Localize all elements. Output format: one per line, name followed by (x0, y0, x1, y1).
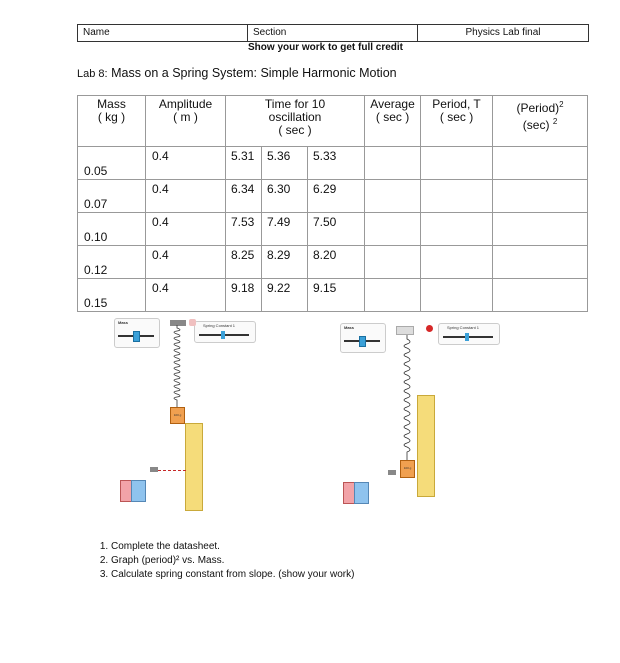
mystery-mass-blue[interactable] (131, 480, 146, 502)
cell-period-squared[interactable] (493, 147, 588, 180)
lab-title-text: Mass on a Spring System: Simple Harmonic Motion (111, 66, 397, 80)
cell-amplitude: 0.4 (146, 246, 226, 279)
reference-pointer[interactable] (150, 467, 158, 472)
course-cell (418, 25, 588, 41)
spring-constant-label: Spring Constant 1 (447, 325, 480, 330)
name-field[interactable] (78, 25, 248, 41)
instruction-item: 2. Graph (period)² vs. Mass. (111, 554, 354, 568)
ruler[interactable] (417, 395, 435, 497)
show-work-note: Show your work to get full credit (248, 42, 404, 53)
spring-coil (400, 335, 414, 465)
spring-constant-panel (438, 323, 500, 345)
simulation-left (110, 315, 270, 505)
instructions (96, 540, 354, 582)
lab-title (77, 66, 397, 80)
cell-average[interactable] (365, 213, 421, 246)
header-average: Average ( sec ) (365, 96, 421, 147)
cell-average[interactable] (365, 180, 421, 213)
cell-time-1: 8.25 (226, 246, 262, 279)
spring-slider-knob[interactable] (465, 333, 469, 341)
cell-mass: 0.12 (78, 246, 146, 279)
stop-button[interactable] (189, 319, 196, 326)
cell-mass: 0.10 (78, 213, 146, 246)
cell-time-2: 5.36 (262, 147, 308, 180)
mass-slider-knob[interactable] (133, 331, 140, 342)
table-header-row (78, 96, 588, 147)
instruction-item: 1. Complete the datasheet. (111, 540, 354, 554)
cell-period-squared[interactable] (493, 213, 588, 246)
cell-time-2: 6.30 (262, 180, 308, 213)
header-box (77, 24, 589, 42)
stop-button[interactable] (426, 325, 433, 332)
cell-period[interactable] (421, 213, 493, 246)
cell-time-3: 8.20 (308, 246, 365, 279)
lab-number: Lab 8: (77, 68, 108, 80)
cell-average[interactable] (365, 246, 421, 279)
spring-slider-knob[interactable] (221, 331, 225, 339)
table-row (78, 147, 588, 180)
cell-amplitude: 0.4 (146, 147, 226, 180)
cell-amplitude: 0.4 (146, 180, 226, 213)
mass-block[interactable] (170, 407, 185, 424)
mass-block-label: 100 g (173, 413, 182, 417)
header-amplitude: Amplitude ( m ) (146, 96, 226, 147)
cell-time-1: 5.31 (226, 147, 262, 180)
header-period: Period, T ( sec ) (421, 96, 493, 147)
cell-amplitude: 0.4 (146, 279, 226, 312)
cell-time-1: 7.53 (226, 213, 262, 246)
cell-amplitude: 0.4 (146, 213, 226, 246)
cell-time-3: 5.33 (308, 147, 365, 180)
cell-time-3: 6.29 (308, 180, 365, 213)
mass-control-panel (114, 318, 160, 348)
cell-period[interactable] (421, 180, 493, 213)
reference-line (158, 470, 186, 471)
cell-time-2: 8.29 (262, 246, 308, 279)
cell-average[interactable] (365, 279, 421, 312)
cell-period-squared[interactable] (493, 279, 588, 312)
spring-constant-label: Spring Constant 1 (203, 323, 236, 328)
header-time: Time for 10 oscillation ( sec ) (226, 96, 365, 147)
instruction-item: 3. Calculate spring constant from slope. (show your work) (111, 568, 354, 582)
cell-period[interactable] (421, 147, 493, 180)
cell-time-2: 9.22 (262, 279, 308, 312)
section-label: Section (253, 27, 287, 38)
spring-constant-panel (194, 321, 256, 343)
mass-control-label: Mass (344, 325, 355, 330)
reference-pointer[interactable] (388, 470, 396, 475)
mystery-mass-blue[interactable] (354, 482, 369, 504)
cell-period-squared[interactable] (493, 180, 588, 213)
cell-mass: 0.05 (78, 147, 146, 180)
spring-coil (170, 325, 184, 407)
cell-mass: 0.07 (78, 180, 146, 213)
cell-period[interactable] (421, 246, 493, 279)
header-period-squared: (Period)$^2$ (sec) $^2$ (493, 96, 588, 147)
datasheet-table (77, 95, 588, 312)
cell-time-1: 6.34 (226, 180, 262, 213)
cell-period-squared[interactable] (493, 246, 588, 279)
cell-time-3: 7.50 (308, 213, 365, 246)
simulation-right (336, 320, 506, 510)
cell-average[interactable] (365, 147, 421, 180)
course-label: Physics Lab final (465, 27, 541, 38)
cell-period[interactable] (421, 279, 493, 312)
cell-time-1: 9.18 (226, 279, 262, 312)
table-row (78, 213, 588, 246)
table-row (78, 246, 588, 279)
cell-mass: 0.15 (78, 279, 146, 312)
header-mass: Mass ( kg ) (78, 96, 146, 147)
mass-block-label: 100 g (403, 466, 412, 470)
ruler[interactable] (185, 423, 203, 511)
cell-time-2: 7.49 (262, 213, 308, 246)
section-field[interactable] (248, 25, 418, 41)
spring-holder (396, 326, 414, 335)
table-row (78, 180, 588, 213)
mass-block[interactable] (400, 460, 415, 478)
name-label: Name (83, 27, 110, 38)
mass-control-panel (340, 323, 386, 353)
mass-slider-knob[interactable] (359, 336, 366, 347)
table-row (78, 279, 588, 312)
mass-control-label: Mass (118, 320, 129, 325)
cell-time-3: 9.15 (308, 279, 365, 312)
